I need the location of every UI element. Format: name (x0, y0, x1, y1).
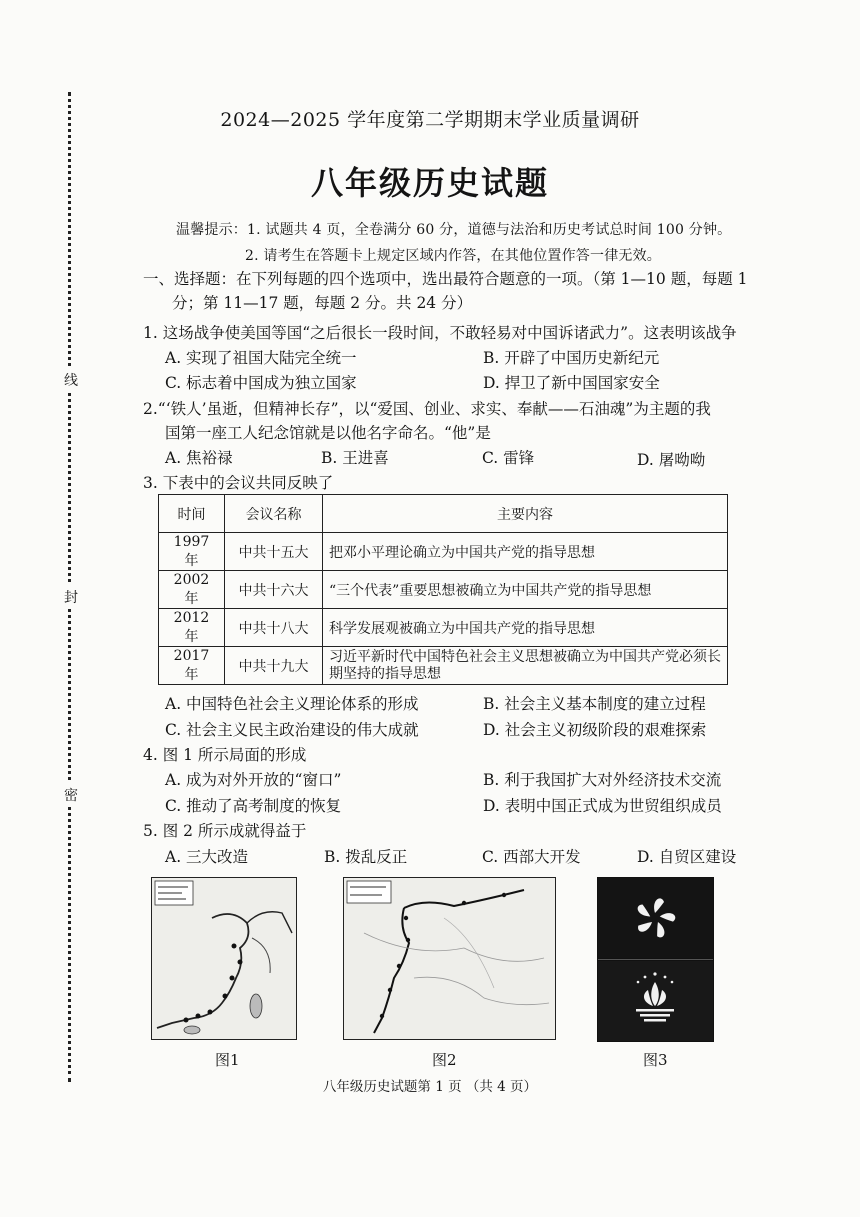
tips-line-2: 2. 请考生在答题卡上规定区域内作答，在其他位置作答一律无效。 (245, 248, 662, 264)
meetings-table (158, 494, 728, 685)
q1-option-a: A. 实现了祖国大陆完全统一 (165, 349, 357, 367)
page-footer: 八年级历史试题第 1 页 （共 4 页） (322, 1079, 538, 1095)
q4-option-d: D. 表明中国正式成为世贸组织成员 (483, 797, 722, 815)
railway-map-image (344, 878, 555, 1039)
table-cell: “三个代表”重要思想被确立为中国共产党的指导思想 (323, 571, 728, 609)
figure-1-coastal-map (151, 877, 297, 1040)
q5-option-c: C. 西部大开发 (482, 848, 581, 866)
section1-heading-line2: 分；第 11—17 题，每题 2 分。共 24 分） (172, 294, 473, 312)
table-row (159, 647, 728, 685)
q5-stem: 5. 图 2 所示成就得益于 (143, 822, 307, 840)
tips-line-1: 温馨提示：1. 试题共 4 页，全卷满分 60 分，道德与法治和历史考试总时间 100 分钟。 (176, 222, 732, 238)
q2-option-d: D. 屠呦呦 (637, 451, 706, 469)
q5-option-b: B. 拨乱反正 (324, 848, 408, 866)
section1-heading-line1: 一、选择题：在下列每题的四个选项中，选出最符合题意的一项。（第 1—10 题，每题 1 (143, 270, 748, 288)
table-row (159, 533, 728, 571)
q4-option-a: A. 成为对外开放的“窗口” (165, 771, 342, 789)
q1-option-c: C. 标志着中国成为独立国家 (165, 374, 357, 392)
table-row (159, 609, 728, 647)
q4-option-b: B. 利于我国扩大对外经济技术交流 (483, 771, 722, 789)
q3-option-d: D. 社会主义初级阶段的艰难探索 (483, 721, 707, 739)
q5-option-a: A. 三大改造 (165, 848, 249, 866)
q2-option-c: C. 雷锋 (482, 449, 535, 467)
q3-option-b: B. 社会主义基本制度的建立过程 (483, 695, 706, 713)
table-cell: 2017 年 (159, 647, 225, 685)
binding-mark-feng: 封 (64, 585, 78, 609)
figure-2-caption: 图2 (432, 1051, 457, 1069)
q3-option-c: C. 社会主义民主政治建设的伟大成就 (165, 721, 419, 739)
q3-stem: 3. 下表中的会议共同反映了 (143, 474, 334, 492)
table-cell: 习近平新时代中国特色社会主义思想被确立为中国共产党必须长期坚持的指导思想 (323, 647, 728, 685)
q5-option-d: D. 自贸区建设 (637, 848, 737, 866)
table-cell: 把邓小平理论确立为中国共产党的指导思想 (323, 533, 728, 571)
exam-session-title: 2024—2025 学年度第二学期期末学业质量调研 (220, 109, 640, 131)
table-cell: 1997 年 (159, 533, 225, 571)
table-header-cell: 主要内容 (323, 495, 728, 533)
figure-2-railway-map (343, 877, 556, 1040)
table-cell: 中共十九大 (225, 647, 323, 685)
q2-stem-line2: 国第一座工人纪念馆就是以他名字命名。“他”是 (165, 424, 491, 442)
figure-1-caption: 图1 (215, 1051, 240, 1069)
table-header-cell: 时间 (159, 495, 225, 533)
exam-subject-title: 八年级历史试题 (310, 164, 549, 202)
table-cell: 2002 年 (159, 571, 225, 609)
q4-option-c: C. 推动了高考制度的恢复 (165, 797, 342, 815)
q4-stem: 4. 图 1 所示局面的形成 (143, 746, 307, 764)
table-cell: 中共十六大 (225, 571, 323, 609)
figure-3-regional-flags (597, 877, 714, 1042)
coastal-map-image (152, 878, 296, 1039)
binding-mark-mi: 密 (64, 783, 78, 807)
table-header-row (159, 495, 728, 533)
table-cell: 中共十八大 (225, 609, 323, 647)
q2-stem-line1: 2.“‘铁人’虽逝，但精神长存”，以“爱国、创业、求实、奉献——石油魂”为主题的我 (143, 400, 711, 418)
figure-3-caption: 图3 (643, 1051, 668, 1069)
q1-stem: 1. 这场战争使美国等国“之后很长一段时间，不敢轻易对中国诉诸武力”。这表明该战争 (143, 324, 737, 342)
q2-option-a: A. 焦裕禄 (165, 449, 233, 467)
q2-option-b: B. 王进喜 (321, 449, 389, 467)
q1-option-b: B. 开辟了中国历史新纪元 (483, 349, 660, 367)
q1-option-d: D. 捍卫了新中国国家安全 (483, 374, 660, 392)
table-cell: 中共十五大 (225, 533, 323, 571)
regional-flags-image (598, 878, 713, 1041)
table-cell: 2012 年 (159, 609, 225, 647)
binding-mark-xian: 线 (64, 368, 78, 392)
table-cell: 科学发展观被确立为中国共产党的指导思想 (323, 609, 728, 647)
q3-option-a: A. 中国特色社会主义理论体系的形成 (165, 695, 419, 713)
table-row (159, 571, 728, 609)
table-header-cell: 会议名称 (225, 495, 323, 533)
